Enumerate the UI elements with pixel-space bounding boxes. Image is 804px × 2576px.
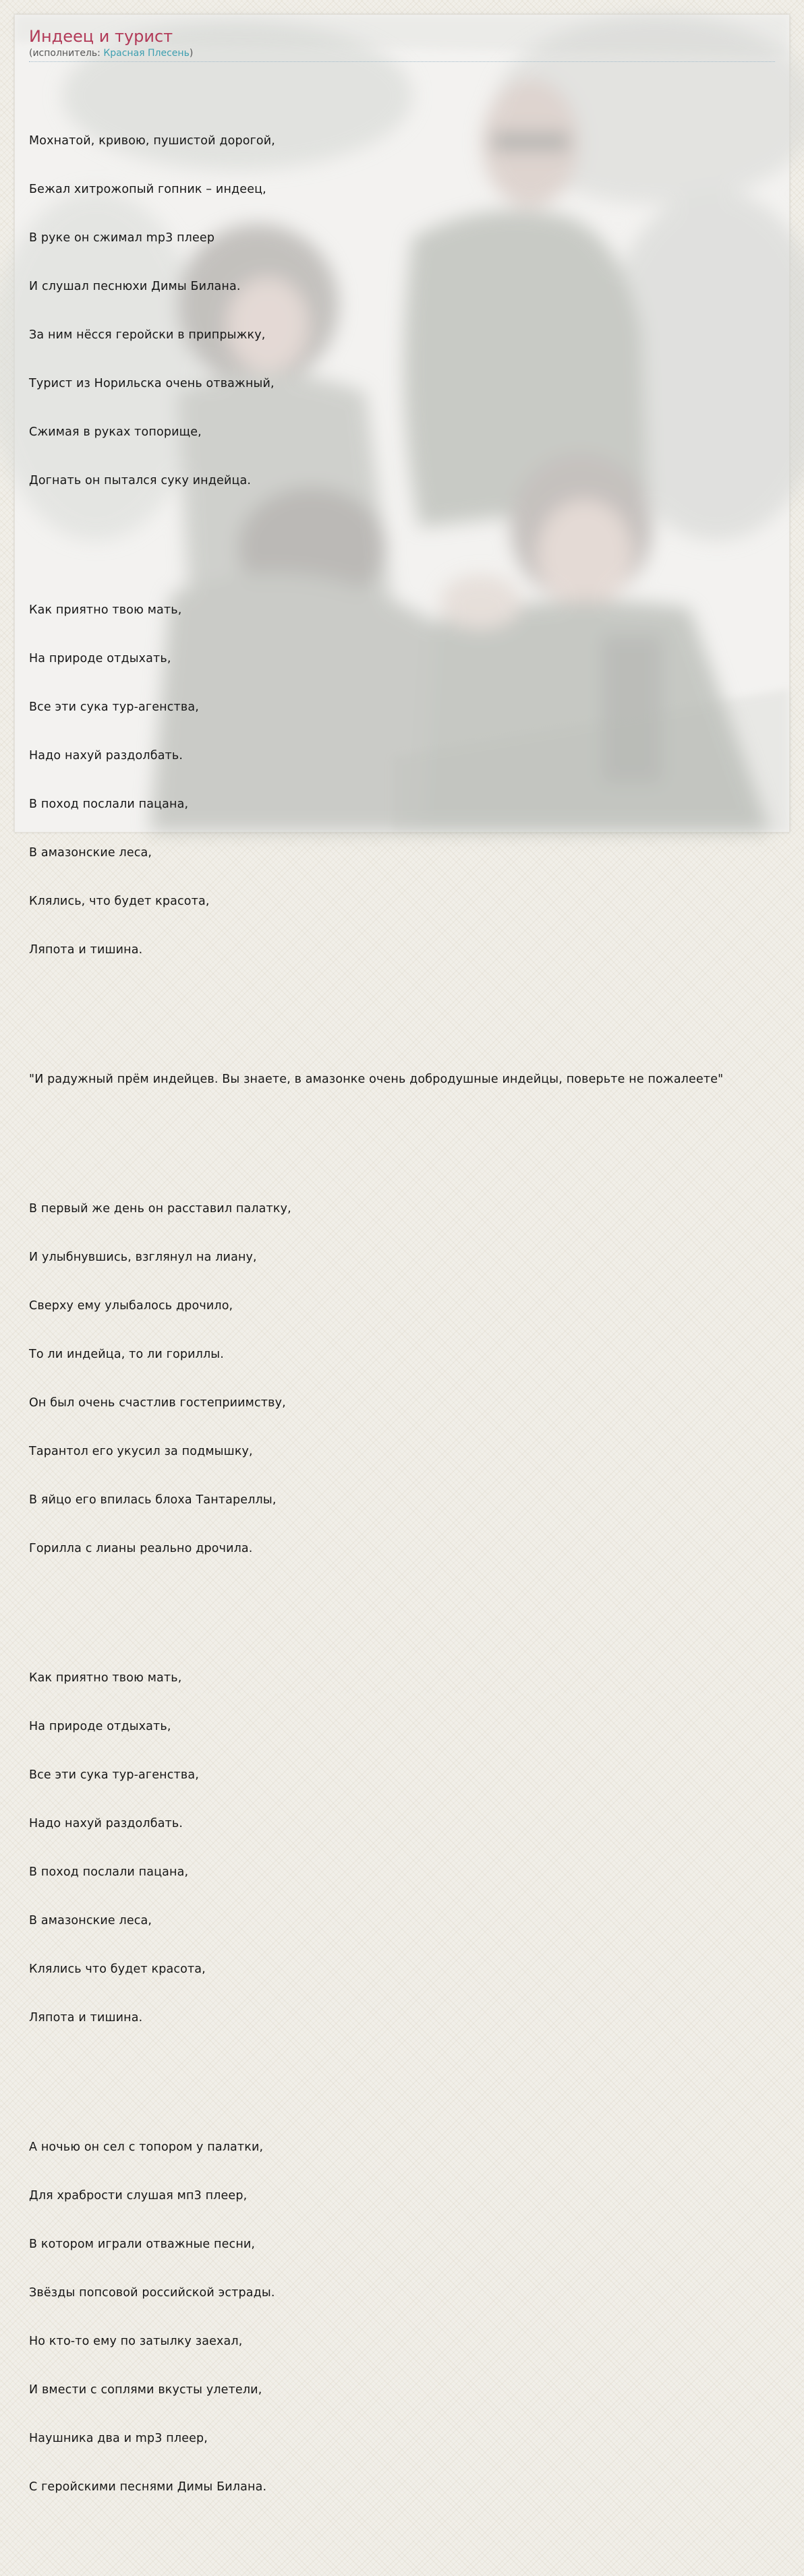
lyrics-content bbox=[15, 15, 789, 2576]
lyrics-line: Надо нахуй раздолбать. bbox=[29, 749, 183, 762]
artist-line bbox=[29, 47, 775, 62]
lyrics-line: Надо нахуй раздолбать. bbox=[29, 1817, 183, 1830]
lyrics-line: И слушал песнюхи Димы Билана. bbox=[29, 280, 241, 293]
lyrics-line: В руке он сжимал mp3 плеер bbox=[29, 231, 215, 245]
lyrics-line: Все эти сука тур-агенства, bbox=[29, 700, 199, 714]
lyrics-line: За ним нёсся геройски в припрыжку, bbox=[29, 328, 266, 342]
lyrics-line: На природе отдыхать, bbox=[29, 652, 171, 665]
lyrics-line: "И радужный прём индейцев. Вы знаете, в амазонке очень добродушные индейцы, поверьте не пожалеете" bbox=[29, 1073, 724, 1086]
lyrics-line: В яйцо его впилась блоха Тантареллы, bbox=[29, 1493, 277, 1507]
lyrics-line: В поход послали пацана, bbox=[29, 798, 189, 811]
lyrics-line: В первый же день он расставил палатку, bbox=[29, 1202, 291, 1216]
lyrics-text bbox=[29, 68, 789, 2576]
lyrics-line: Клялись, что будет красота, bbox=[29, 895, 210, 908]
lyrics-stanza-3 bbox=[29, 1039, 789, 1120]
lyrics-line: Мохнатой, кривою, пушистой дорогой, bbox=[29, 134, 276, 148]
lyrics-line: Турист из Норильска очень отважный, bbox=[29, 377, 275, 390]
lyrics-line: Все эти сука тур-агенства, bbox=[29, 1768, 199, 1782]
lyrics-stanza-1 bbox=[29, 100, 789, 521]
lyrics-line: На природе отдыхать, bbox=[29, 1720, 171, 1733]
lyrics-line: Но кто-то ему по затылку заехал, bbox=[29, 2335, 243, 2348]
lyrics-line: В амазонские леса, bbox=[29, 1914, 152, 1927]
lyrics-line: Как приятно твою мать, bbox=[29, 603, 182, 617]
lyrics-line: А ночью он сел с топором у палатки, bbox=[29, 2140, 264, 2154]
lyrics-card bbox=[14, 14, 790, 2494]
lyrics-line: Звёзды попсовой российской эстрады. bbox=[29, 2286, 275, 2300]
lyrics-line: И улыбнувшись, взглянул на лиану, bbox=[29, 1251, 257, 1264]
artist-prefix: (исполнитель: bbox=[29, 48, 104, 59]
lyrics-line: Для храбрости слушая мп3 плеер, bbox=[29, 2189, 248, 2203]
artist-suffix: ) bbox=[189, 48, 194, 59]
lyrics-line: Догнать он пытался суку индейца. bbox=[29, 474, 252, 487]
lyrics-stanza-4 bbox=[29, 1168, 789, 1589]
lyrics-line: Ляпота и тишина. bbox=[29, 2011, 143, 2025]
lyrics-line: Сжимая в руках топорище, bbox=[29, 425, 202, 439]
lyrics-line: Ляпота и тишина. bbox=[29, 943, 143, 957]
lyrics-line: Горилла с лианы реально дрочила. bbox=[29, 1542, 253, 1555]
lyrics-stanza-6 bbox=[29, 2107, 789, 2527]
lyrics-line: И вмести с соплями вкусты улетели, bbox=[29, 2383, 262, 2397]
lyrics-line: Клялись что будет красота, bbox=[29, 1963, 206, 1976]
artist-link[interactable]: Красная Плесень bbox=[103, 48, 190, 59]
lyrics-line: Тарантол его укусил за подмышку, bbox=[29, 1445, 253, 1458]
lyrics-line: Как приятно твою мать, bbox=[29, 1671, 182, 1685]
lyrics-line: В котором играли отважные песни, bbox=[29, 2238, 256, 2251]
lyrics-stanza-2 bbox=[29, 570, 789, 990]
lyrics-line: В амазонские леса, bbox=[29, 846, 152, 860]
lyrics-line: То ли индейца, то ли гориллы. bbox=[29, 1348, 224, 1361]
lyrics-line: Наушника два и mp3 плеер, bbox=[29, 2432, 208, 2445]
lyrics-line: Сверху ему улыбалось дрочило, bbox=[29, 1299, 233, 1313]
lyrics-stanza-5 bbox=[29, 1638, 789, 2058]
lyrics-line: Бежал хитрожопый гопник – индеец, bbox=[29, 183, 266, 196]
lyrics-line: Он был очень счастлив гостеприимству, bbox=[29, 1396, 286, 1410]
lyrics-line: С геройскими песнями Димы Билана. bbox=[29, 2480, 267, 2494]
song-title: Индеец и турист bbox=[29, 27, 173, 46]
lyrics-line: В поход послали пацана, bbox=[29, 1865, 189, 1879]
